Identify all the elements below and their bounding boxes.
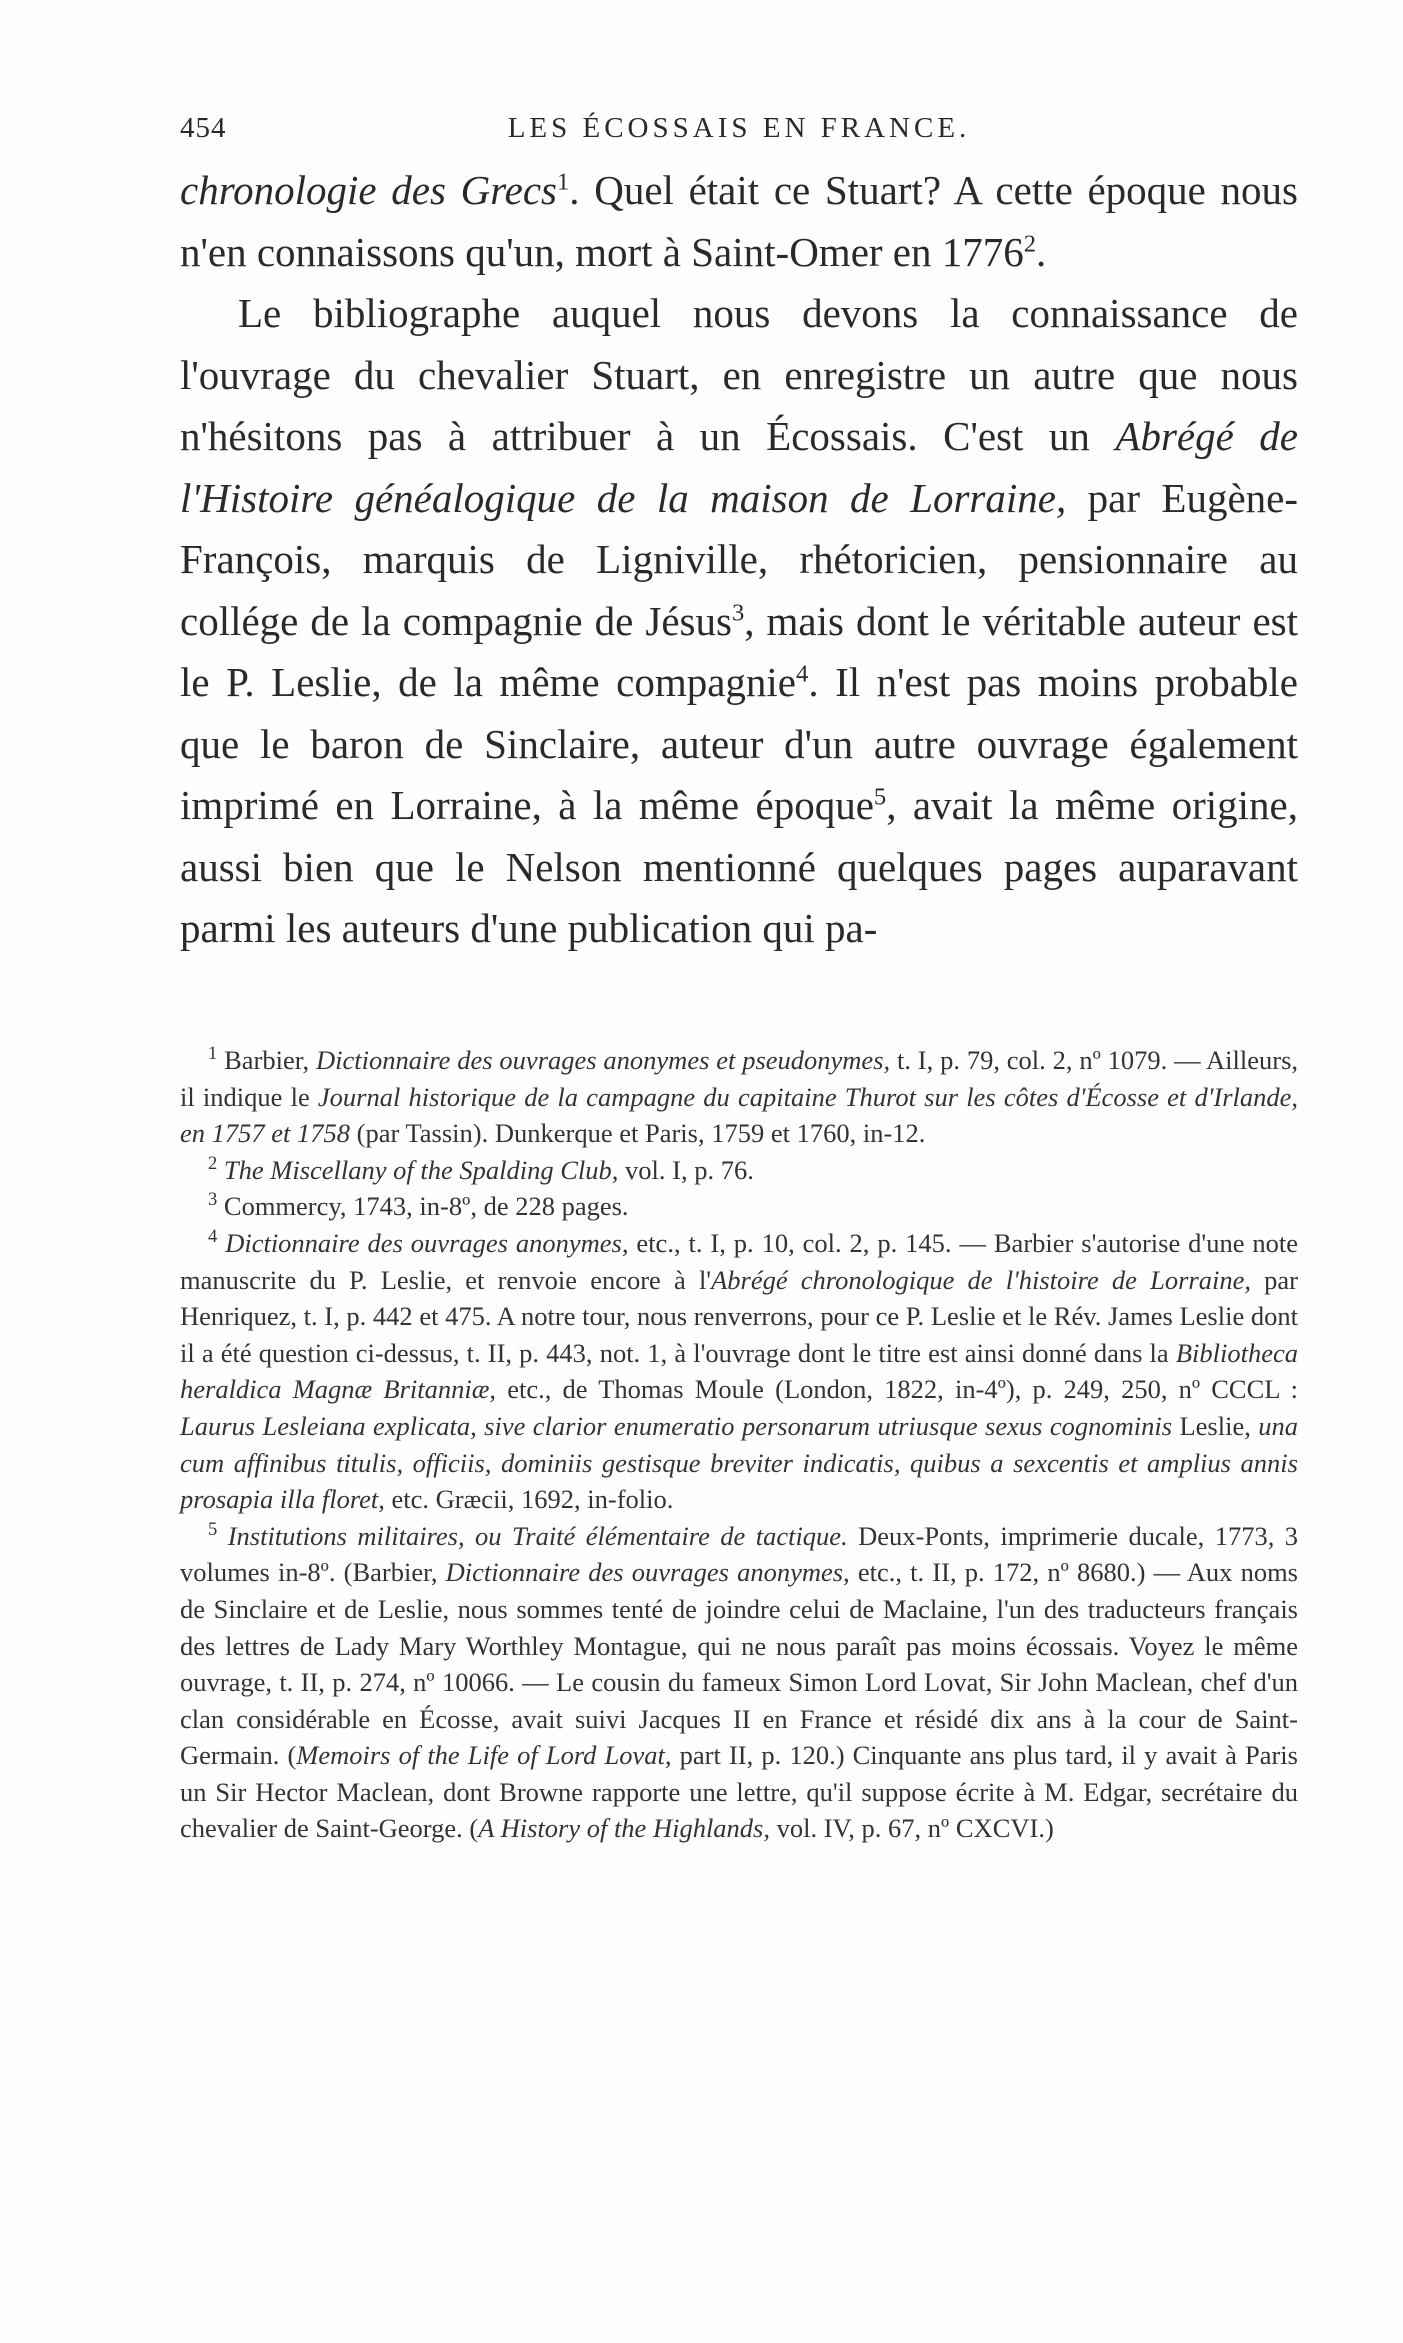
italic-title: Dictionnaire des ouvrages anonymes, [217, 1227, 629, 1258]
running-title: LES ÉCOSSAIS EN FRANCE. [507, 112, 971, 144]
text-run: , avait la même origine, aussi bien que le Nelson mentionné quelques pages auparavant parmi les auteurs d'une publication qui pa- [180, 782, 1298, 951]
text-run: , mais dont le véritable auteur est le P. Leslie, de la même compagnie [180, 597, 1298, 705]
italic-title: Dictionnaire des ouvrages anonymes et pseudonymes, [315, 1045, 891, 1075]
text-run: . Il n'est pas moins probable que le baron de Sinclaire, auteur d'un autre ouvrage également imprimé en Lorraine, à la même époque [180, 659, 1298, 828]
text-run: etc., t. II, p. 172, nº 8680.) — Aux noms de Sinclaire et de Leslie, nous sommes tenté de joindre celui de Maclaine, l'un des traducteurs français des lettres de Lady Mary Worthley Montague, qui ne nous paraît pas moins écossais. Voyez le même ouvrage, t. II, p. 274, nº 10066. — Le cousin du fameux Simon Lord Lovat, Sir John Maclean, chef d'un clan considérable en Écosse, avait suivi Jacques II en France et résidé dix ans à la cour de Saint-Germain. ( [180, 1557, 1298, 1771]
text-run: t. I, p. 79, col. 2, nº 1079. — Ailleurs, il indique le [180, 1045, 1299, 1112]
text-run: Deux-Ponts, imprimerie ducale, 1773, 3 volumes in-8º. (Barbier, [180, 1520, 1298, 1588]
italic-title: Institutions militaires, ou Traité élémentaire de tactique. [217, 1520, 848, 1551]
footnote-mark: 1 [208, 1043, 218, 1065]
paragraph-2 [180, 283, 1298, 960]
footnote-ref-2[interactable]: 2 [1023, 229, 1037, 257]
footnote-2 [180, 1152, 1298, 1189]
footnote-ref-1[interactable]: 1 [557, 168, 570, 196]
footnote-mark: 4 [208, 1226, 218, 1248]
text-run: etc. Græcii, 1692, in-folio. [384, 1484, 674, 1515]
italic-title: A History of the Highlands, [478, 1813, 770, 1844]
text-run: . Quel était ce Stuart? A cette époque nous n'en connaissons qu'un, mort à Saint-Omer en 1776 [180, 167, 1298, 275]
italic-title: Abrégé de l'Histoire généalogique de la maison de Lorraine, [180, 413, 1298, 521]
footnote-ref-4[interactable]: 4 [796, 660, 809, 688]
footnote-mark: 5 [208, 1518, 218, 1540]
main-text [180, 160, 1298, 960]
text-run: Commercy, 1743, in-8º, de 228 pages. [217, 1191, 629, 1222]
footnote-3 [180, 1188, 1298, 1225]
page-number: 454 [180, 112, 227, 144]
italic-title: Abrégé chronologique de l'histoire de Lorraine, [711, 1264, 1251, 1295]
italic-title: The Miscellany of the Spalding Club, [217, 1154, 619, 1185]
text-run: vol. I, p. 76. [618, 1154, 754, 1185]
footnotes [180, 1042, 1298, 1847]
footnote-1 [180, 1042, 1298, 1152]
italic-title: Memoirs of the Life of Lord Lovat, [296, 1740, 672, 1771]
paragraph-1 [180, 160, 1298, 283]
text-run: etc., de Thomas Moule (London, 1822, in-4º), p. 249, 250, nº CCCL : [496, 1374, 1299, 1405]
text-run: part II, p. 120.) Cinquante ans plus tard, il y avait à Paris un Sir Hector Maclean, dont Browne rapporte une lettre, qu'il suppose écrite à M. Edgar, secrétaire du chevalier de Saint-George. ( [180, 1740, 1298, 1844]
italic-title: Dictionnaire des ouvrages anonymes, [445, 1557, 850, 1588]
footnote-mark: 3 [208, 1189, 218, 1211]
text-run: par Eugène-François, marquis de Ligniville, rhétoricien, pensionnaire au collége de la compagnie de Jésus [180, 474, 1298, 644]
text-run: vol. IV, p. 67, nº CXCVI.) [770, 1813, 1054, 1844]
italic-title: Laurus Lesleiana explicata, sive clarior enumeratio personarum utriusque sexus cognominis [180, 1410, 1173, 1441]
page-header [180, 112, 1298, 152]
footnote-mark: 2 [208, 1152, 218, 1174]
text-run: . [1036, 228, 1047, 275]
footnote-ref-5[interactable]: 5 [873, 783, 887, 811]
text-run: par Henriquez, t. I, p. 442 et 475. A notre tour, nous renverrons, pour ce P. Leslie et le Rév. James Leslie dont il a été question ci-dessus, t. II, p. 443, not. 1, à l'ouvrage dont le titre est ainsi donné dans la [180, 1264, 1298, 1368]
italic-title: una cum affinibus titulis, officiis, dominiis gestisque breviter indicatis, quibus a sexcentis et amplius annis prosapia illa floret, [180, 1410, 1299, 1515]
italic-title: Journal historique de la campagne du capitaine Thurot sur les côtes d'Écosse et d'Irlande, en 1757 et 1758 [180, 1081, 1299, 1149]
footnote-ref-3[interactable]: 3 [731, 598, 745, 626]
text-run: Leslie, [1172, 1410, 1259, 1441]
italic-title: Bibliotheca heraldica Magnæ Britanniæ, [180, 1337, 1298, 1405]
italic-title: chronologie des Grecs [180, 167, 557, 213]
text-run: etc., t. I, p. 10, col. 2, p. 145. — Barbier s'autorise d'une note manuscrite du P. Leslie, et renvoie encore à l' [180, 1227, 1299, 1295]
footnote-4 [180, 1225, 1298, 1518]
text-run: Le bibliographe auquel nous devons la connaissance de l'ouvrage du chevalier Stuart, en enregistre un autre que nous n'hésitons pas à attribuer à un Écossais. C'est un [180, 290, 1298, 459]
text-run: (par Tassin). Dunkerque et Paris, 1759 et 1760, in-12. [350, 1118, 926, 1149]
text-run: Barbier, [217, 1045, 316, 1075]
footnote-5 [180, 1518, 1298, 1847]
